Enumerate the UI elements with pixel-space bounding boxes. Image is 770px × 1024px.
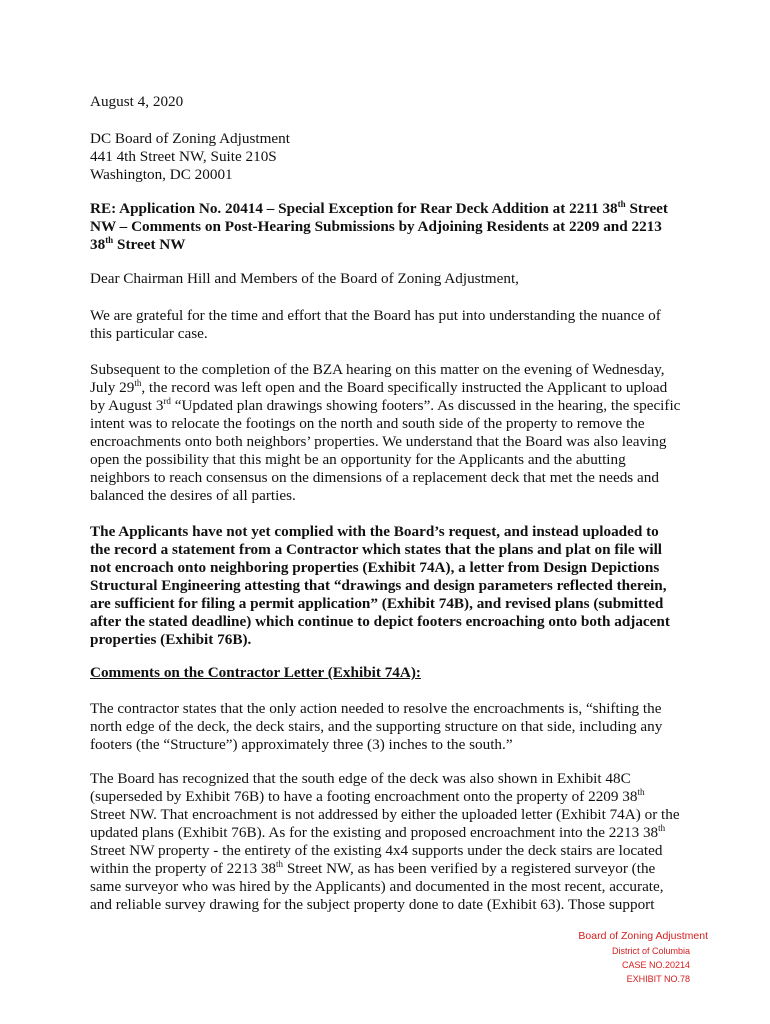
para5-text-2: Street NW. That encroachment is not addressed by either the uploaded letter (Exhibit 74A) or the updated plans (Exhibit 76B). As for the existing and proposed encroachment into the 2213 38	[90, 806, 680, 841]
para5-sup-3: th	[276, 858, 284, 869]
stamp-case-number: CASE NO.20214	[621, 960, 690, 970]
paragraph-hearing	[90, 361, 682, 505]
subject-sup-2: th	[105, 234, 114, 245]
subject-text-3: Street NW	[113, 236, 186, 253]
exhibit-stamp	[488, 928, 708, 986]
section-heading-contractor: Comments on the Contractor Letter (Exhibit 74A):	[90, 664, 421, 681]
paragraph-noncompliance: The Applicants have not yet complied with the Board’s request, and instead uploaded to the record a statement from a Contractor which states that the plans and plat on file will not encroach onto neighboring properties (Exhibit 74A), a letter from Design Depictions Structural Engineering attesting that “drawings and design parameters reflected therein, are sufficient for filing a permit application” (Exhibit 74B), and revised plans (submitted after the stated deadline) which continue to depict footers encroaching onto both adjacent properties (Exhibit 76B).	[90, 523, 670, 648]
letter-date: August 4, 2020	[90, 93, 184, 110]
para2-sup-1: th	[134, 377, 142, 388]
subject-sup-1: th	[617, 198, 626, 209]
recipient-address	[90, 130, 682, 184]
para5-text-3: Street NW property - the entirety of the existing 4x4 supports under the deck stairs are located within the property of 2213 38	[90, 842, 663, 877]
salutation: Dear Chairman Hill and Members of the Board of Zoning Adjustment,	[90, 270, 519, 287]
address-line-1: DC Board of Zoning Adjustment	[90, 130, 290, 147]
paragraph-contractor: The contractor states that the only action needed to resolve the encroachments is, “shifting the north edge of the deck, the deck stairs, and the supporting structure on that side, including any footers (the “Structure”) approximately three (3) inches to the south.”	[90, 700, 663, 753]
para2-text-2: , the record was left open and the Board specifically instructed the Applicant to upload by August 3	[90, 379, 668, 414]
para5-sup-1: th	[637, 786, 645, 797]
para2-text-3: “Updated plan drawings showing footers”. As discussed in the hearing, the specific intent was to relocate the footings on the north and south side of the property to remove the encroachments onto both neighbors’ properties. We understand that the Board was also leaving open the possibility that this might be an opportunity for the Applicants and the abutting neighbors to reach consensus on the dimensions of a replacement deck that met the needs and balanced the desires of all parties.	[90, 397, 681, 504]
stamp-exhibit-number: EXHIBIT NO.78	[626, 974, 690, 984]
address-line-3: Washington, DC 20001	[90, 166, 233, 183]
paragraph-gratitude: We are grateful for the time and effort that the Board has put into understanding the nuance of this particular case.	[90, 307, 661, 342]
para5-sup-2: th	[658, 822, 666, 833]
para2-text-1: Subsequent to the completion of the BZA hearing on this matter on the evening of Wednesday, July 29	[90, 361, 665, 396]
para2-sup-2: rd	[163, 395, 171, 406]
stamp-board-name: Board of Zoning Adjustment	[578, 930, 708, 942]
subject-text-1: RE: Application No. 20414 – Special Exception for Rear Deck Addition at 2211 38	[90, 200, 618, 217]
subject-text-2: Street NW – Comments on Post-Hearing Submissions by Adjoining Residents at 2209 and 2213 38	[90, 200, 668, 253]
stamp-district: District of Columbia	[611, 946, 690, 956]
subject-line	[90, 200, 682, 254]
para5-text-4: Street NW, as has been verified by a registered surveyor (the same surveyor who was hired by the Applicants) and documented in the most recent, accurate, and reliable survey drawing for the subject property done to date (Exhibit 63). Those support	[90, 860, 664, 913]
paragraph-encroachment	[90, 770, 682, 914]
para5-text-1: The Board has recognized that the south edge of the deck was also shown in Exhibit 48C (superseded by Exhibit 76B) to have a footing encroachment onto the property of 2209 38	[90, 770, 638, 805]
address-line-2: 441 4th Street NW, Suite 210S	[90, 148, 277, 165]
